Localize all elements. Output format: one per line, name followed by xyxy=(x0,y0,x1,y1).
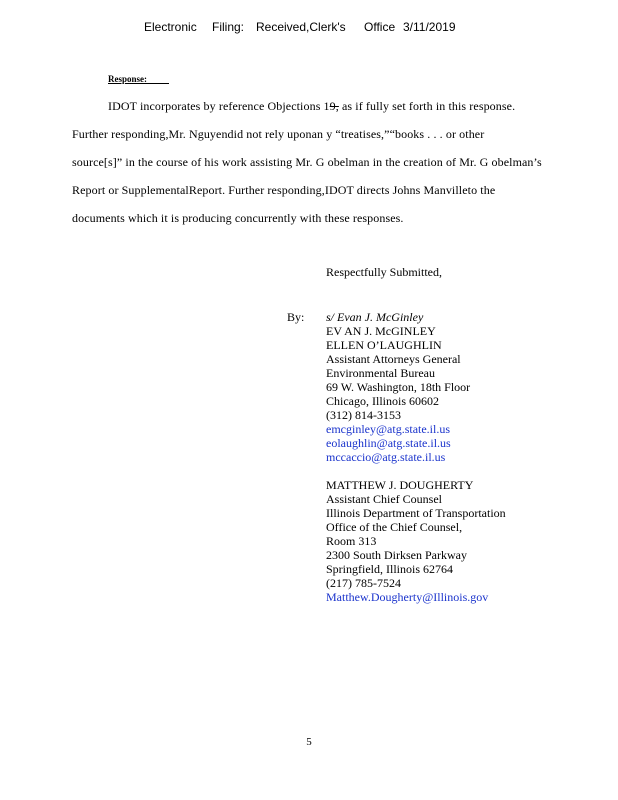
paragraph-line-4: Report or SupplementalReport. Further responding,IDOT directs Johns Manvilleto the xyxy=(72,183,496,197)
header-date: 3/11/2019 xyxy=(403,20,456,34)
counsel-title: Assistant Chief Counsel xyxy=(326,492,442,506)
paragraph-line-3: source[s]” in the course of his work assisting Mr. G obelman in the creation of Mr. G obelman’s xyxy=(72,155,542,169)
counsel-room: Room 313 xyxy=(326,534,377,548)
paragraph-line-1-strike: 9, xyxy=(329,99,339,113)
signature-gap xyxy=(326,464,506,478)
attorney-address-2: Chicago, Illinois 60602 xyxy=(326,394,439,408)
response-heading-text: Response: xyxy=(108,74,148,84)
attorney-phone: (312) 814-3153 xyxy=(326,408,401,422)
attorney-email-2-link[interactable]: eolaughlin@atg.state.il.us xyxy=(326,436,451,450)
header-received: Received,Clerk's xyxy=(256,20,346,34)
page-number: 5 xyxy=(306,736,312,748)
paragraph-line-2: Further responding,Mr. Nguyendid not rely uponan y “treatises,”“books . . . or other xyxy=(72,127,485,141)
response-heading xyxy=(108,74,169,84)
closing-text: Respectfully Submitted, xyxy=(326,265,442,279)
paragraph-line-5: documents which it is producing concurrently with these responses. xyxy=(72,211,404,225)
attorney-name-2: ELLEN O’LAUGHLIN xyxy=(326,338,442,352)
header-filing: Filing: xyxy=(212,20,245,34)
header-electronic: Electronic xyxy=(144,20,197,34)
counsel-office: Office of the Chief Counsel, xyxy=(326,520,463,534)
counsel-address-2: Springfield, Illinois 62764 xyxy=(326,562,453,576)
response-heading-rule xyxy=(147,74,169,84)
by-label: By: xyxy=(287,310,305,324)
attorney-email-1-link[interactable]: emcginley@atg.state.il.us xyxy=(326,422,451,436)
paragraph-line-1 xyxy=(72,92,592,120)
counsel-dept: Illinois Department of Transportation xyxy=(326,506,506,520)
counsel-name: MATTHEW J. DOUGHERTY xyxy=(326,478,474,492)
signature-block xyxy=(326,310,506,604)
signature-line: s/ Evan J. McGinley xyxy=(326,310,424,324)
attorney-email-3-link[interactable]: mccaccio@atg.state.il.us xyxy=(326,450,446,464)
attorney-bureau: Environmental Bureau xyxy=(326,366,435,380)
paragraph-line-1-a: IDOT incorporates by reference Objections 1 xyxy=(108,99,330,113)
counsel-email-link[interactable]: Matthew.Dougherty@Illinois.gov xyxy=(326,590,489,604)
attorney-title: Assistant Attorneys General xyxy=(326,352,461,366)
attorney-address-1: 69 W. Washington, 18th Floor xyxy=(326,380,471,394)
paragraph-line-1-b: as if fully set forth in this response. xyxy=(338,99,516,113)
attorney-name-1: EV AN J. McGINLEY xyxy=(326,324,436,338)
header-office: Office xyxy=(364,20,396,34)
counsel-address-1: 2300 South Dirksen Parkway xyxy=(326,548,467,562)
counsel-phone: (217) 785-7524 xyxy=(326,576,401,590)
response-paragraph xyxy=(72,92,592,232)
